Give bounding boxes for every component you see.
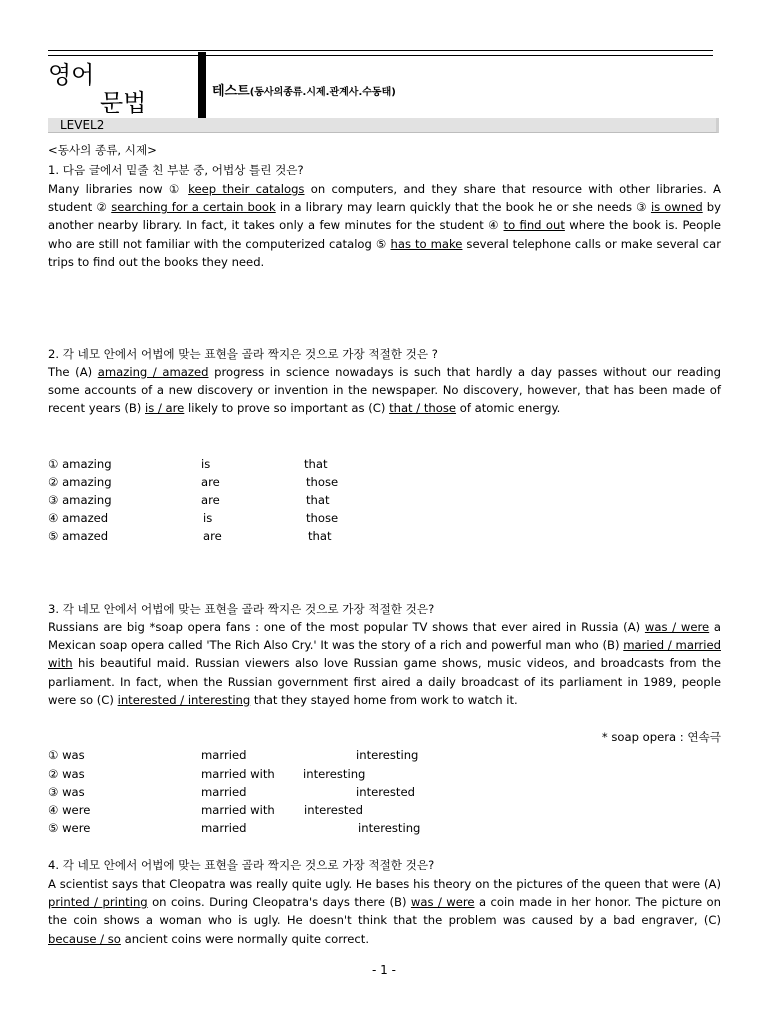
q2-option-1-c: that (304, 457, 328, 471)
section-heading: <동사의 종류, 시제> (48, 143, 157, 157)
q3-choice-c: interested / interesting (117, 692, 251, 707)
q3-option-1-b: married (201, 748, 247, 762)
level-bar (48, 118, 719, 133)
q3-option-2-b: married with (201, 767, 275, 781)
q2-option-5[interactable]: ⑤ amazed (48, 529, 109, 543)
q2-option-4-b: is (203, 511, 213, 525)
q3-option-5-c: interesting (358, 821, 421, 835)
test-title: 테스트(동사의종류.시제.관계사.수동태) (212, 84, 396, 99)
q1-underline-1: keep their catalogs (188, 182, 305, 196)
q1-underline-4: to find out (503, 218, 565, 233)
q4-choice-a: printed / printing (48, 895, 148, 910)
q2-option-3-c: that (306, 493, 330, 507)
q3-option-2-c: interesting (303, 767, 366, 781)
doc-title-english: 영어 (48, 61, 95, 89)
q3-option-1-c: interesting (356, 748, 419, 762)
q2-option-5-c: that (308, 529, 332, 543)
q3-option-4[interactable]: ④ were (48, 803, 91, 817)
q4-choice-c: because / so (48, 931, 121, 946)
q2-prompt: 2. 각 네모 안에서 어법에 맞는 표현을 골라 짝지은 것으로 가장 적절한 것은 ? (48, 347, 438, 361)
q1-passage: Many libraries now ① keep their catalogs on computers, and they share that resource with other libraries. A student ② searching for a certain book in a library may learn quickly that the book he or she needs ③ is owned by another nearby library. In fact, it takes only a few minutes for the student ④ to find out where the book is. People who are still not familiar with the computerized catalog ⑤ has to make several telephone calls or make several car trips to find out the books they need. (48, 182, 721, 269)
q2-option-1[interactable]: ① amazing (48, 457, 112, 471)
q3-option-4-c: interested (304, 803, 363, 817)
q2-option-1-b: is (201, 457, 211, 471)
q2-option-2-b: are (201, 475, 220, 489)
q4-choice-b: was / were (410, 895, 475, 910)
q2-option-4-c: those (306, 511, 339, 525)
q3-choice-a: was / were (644, 620, 710, 634)
q2-option-2[interactable]: ② amazing (48, 475, 112, 489)
q2-option-3-b: are (201, 493, 220, 507)
header-vertical-bar (198, 52, 206, 116)
q2-option-5-b: are (203, 529, 222, 543)
header-vertical-tick (198, 112, 206, 114)
q1-prompt: 1. 다음 글에서 밑줄 친 부분 중, 어법상 틀린 것은? (48, 163, 304, 177)
q3-option-1[interactable]: ① was (48, 748, 85, 762)
q3-option-5-b: married (201, 821, 247, 835)
q1-underline-2: searching for a certain book (111, 200, 276, 215)
q2-choice-c: that / those (389, 401, 457, 416)
q3-footnote: * soap opera : 연속극 (601, 730, 721, 744)
q2-option-3[interactable]: ③ amazing (48, 493, 112, 507)
q2-option-4[interactable]: ④ amazed (48, 511, 109, 525)
q4-passage: A scientist says that Cleopatra was really quite ugly. He bases his theory on the pictures of the queen that were (A) printed / printing on coins. During Cleopatra's days there (B) was / were a coin made in her honor. The picture on the coin shows a woman who is ugly. He doesn't think that the problem was caused by a bad engraver, (C) because / so ancient coins were normally quite correct. (48, 877, 721, 946)
header-rule-second (48, 55, 713, 56)
q3-passage: Russians are big *soap opera fans : one of the most popular TV shows that ever aired in Russia (A) was / were a Mexican soap opera called 'The Rich Also Cry.' It was the story of a rich and powerful man who (B) maried / married with his beautiful maid. Russian viewers also love Russian game shows, music videos, and broadcasts from the parliament. In fact, when the Russian government first aired a daily broadcast of its parliament in 1989, people were so (C) interested / interesting that they stayed home from work to watch it. (48, 620, 722, 707)
level-label: LEVEL2 (60, 118, 105, 132)
q2-passage: The (A) amazing / amazed progress in science nowadays is such that hardly a day passes without our reading some accounts of a new discovery or invention in the newspaper. No discovery, however, that has been made of recent years (B) is / are likely to prove so important as (C) that / those of atomic energy. (48, 365, 721, 416)
q4-prompt: 4. 각 네모 안에서 어법에 맞는 표현을 골라 짝지은 것으로 가장 적절한 것은? (48, 858, 435, 872)
q3-option-3[interactable]: ③ was (48, 785, 85, 799)
header-rule-top (48, 50, 713, 51)
q3-option-4-b: married with (201, 803, 275, 817)
q2-choice-b: is / are (145, 401, 185, 416)
q3-prompt: 3. 각 네모 안에서 어법에 맞는 표현을 골라 짝지은 것으로 가장 적절한 것은? (48, 602, 435, 616)
q2-choice-a: amazing / amazed (97, 365, 209, 379)
page-number: - 1 - (372, 963, 396, 977)
q1-underline-5: has to make (390, 236, 463, 251)
q3-choice-b: maried / married with (48, 638, 721, 671)
q2-option-2-c: those (306, 475, 339, 489)
q3-option-2[interactable]: ② was (48, 767, 85, 781)
q3-option-5[interactable]: ⑤ were (48, 821, 91, 835)
q3-option-3-c: interested (356, 785, 415, 799)
q3-option-3-b: married (201, 785, 247, 799)
test-subtitle: (동사의종류.시제.관계사.수동태) (249, 87, 396, 98)
q1-underline-3: is owned (650, 200, 703, 215)
doc-title-grammar: 문법 (100, 89, 147, 117)
